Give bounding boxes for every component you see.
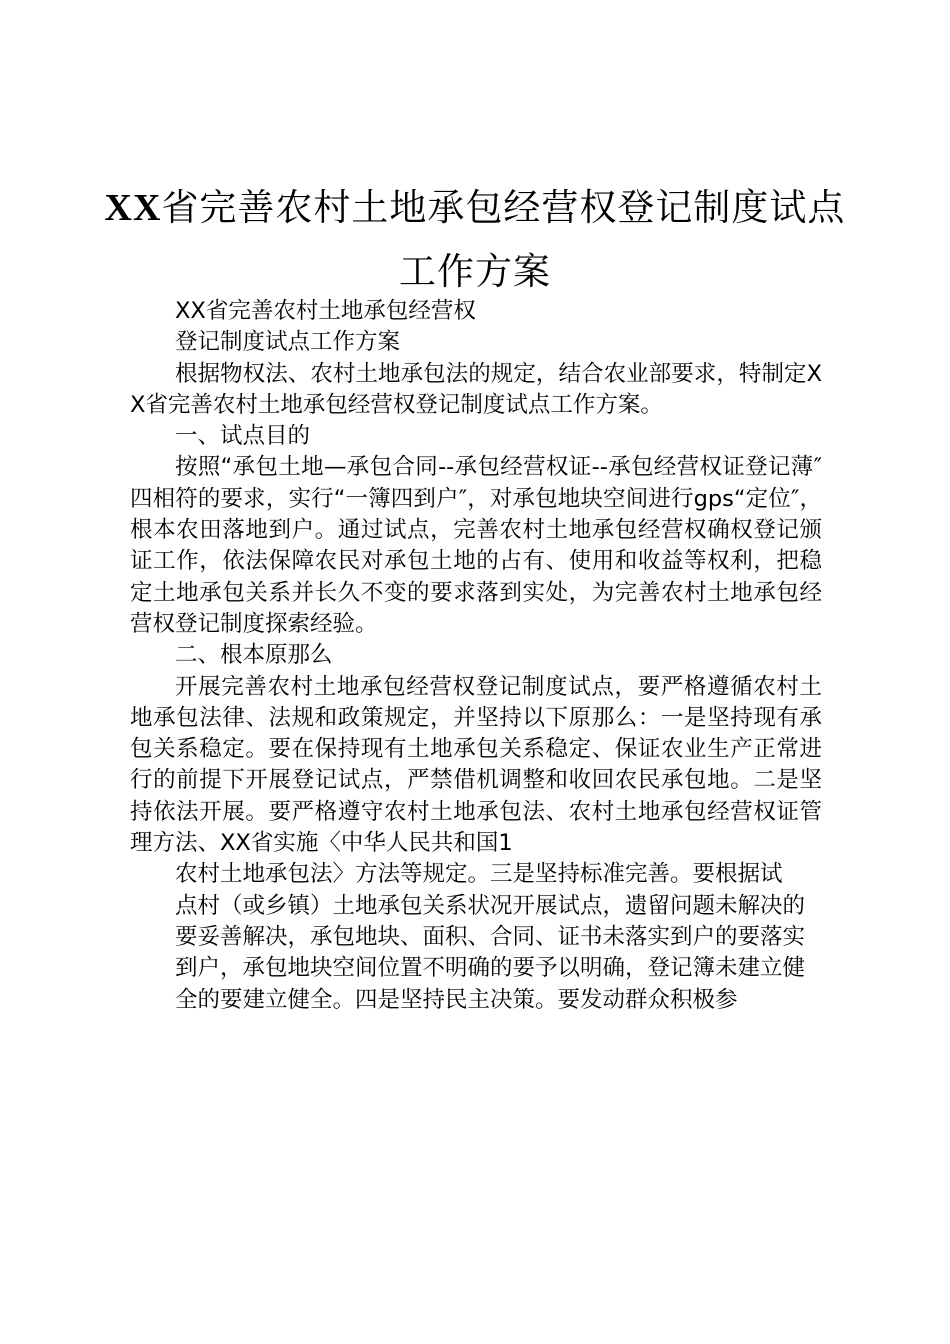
section-heading: 二、根本原那么 <box>175 642 333 669</box>
document-title <box>100 176 850 304</box>
paragraph: 根据物权法、农村土地承包法的规定，结合农业部要求，特制定XX省完善农村土地承包经营权登记制度试点工作方案。 <box>130 360 822 418</box>
paragraph: 点村（或乡镇）土地承包关系状况开展试点，遗留问题未解决的 <box>175 892 806 919</box>
paragraph: 登记制度试点工作方案 <box>175 329 401 356</box>
title-text: 省完善农村土地承包经营权登记制度试点工作方案 <box>161 186 846 293</box>
paragraph: 到户，承包地块空间位置不明确的要予以明确，登记簿未建立健 <box>175 955 806 982</box>
section-heading: 一、试点目的 <box>175 423 311 450</box>
paragraph: 要妥善解决，承包地块、面积、合同、证书未落实到户的要落实 <box>175 923 806 950</box>
title-prefix: XX <box>104 187 162 229</box>
paragraph: 农村土地承包法〉方法等规定。三是坚持标准完善。要根据试 <box>175 861 783 888</box>
paragraph: 开展完善农村土地承包经营权登记制度试点，要严格遵循农村土地承包法律、法规和政策规定，并坚持以下原那么：一是坚持现有承包关系稳定。要在保持现有土地承包关系稳定、保证农业生产正常进行的前提下开展登记试点，严禁借机调整和收回农民承包地。二是坚持依法开展。要严格遵守农村土地承包法、农村土地承包经营权证管理方法、XX省实施〈中华人民共和国1 <box>130 673 822 857</box>
paragraph: XX省完善农村土地承包经营权 <box>175 298 476 324</box>
paragraph: 按照“承包土地—承包合同--承包经营权证--承包经营权证登记薄″四相符的要求，实行“一簿四到户″，对承包地块空间进行gps“定位″，根本农田落地到户。通过试点，完善农村土地承包经营权确权登记颁证工作，依法保障农民对承包土地的占有、使用和收益等权利，把稳定土地承包关系并长久不变的要求落到实处，为完善农村土地承包经营权登记制度探索经验。 <box>130 454 822 637</box>
paragraph: 全的要建立健全。四是坚持民主决策。要发动群众积极参 <box>175 986 738 1013</box>
document-body <box>130 296 822 1016</box>
